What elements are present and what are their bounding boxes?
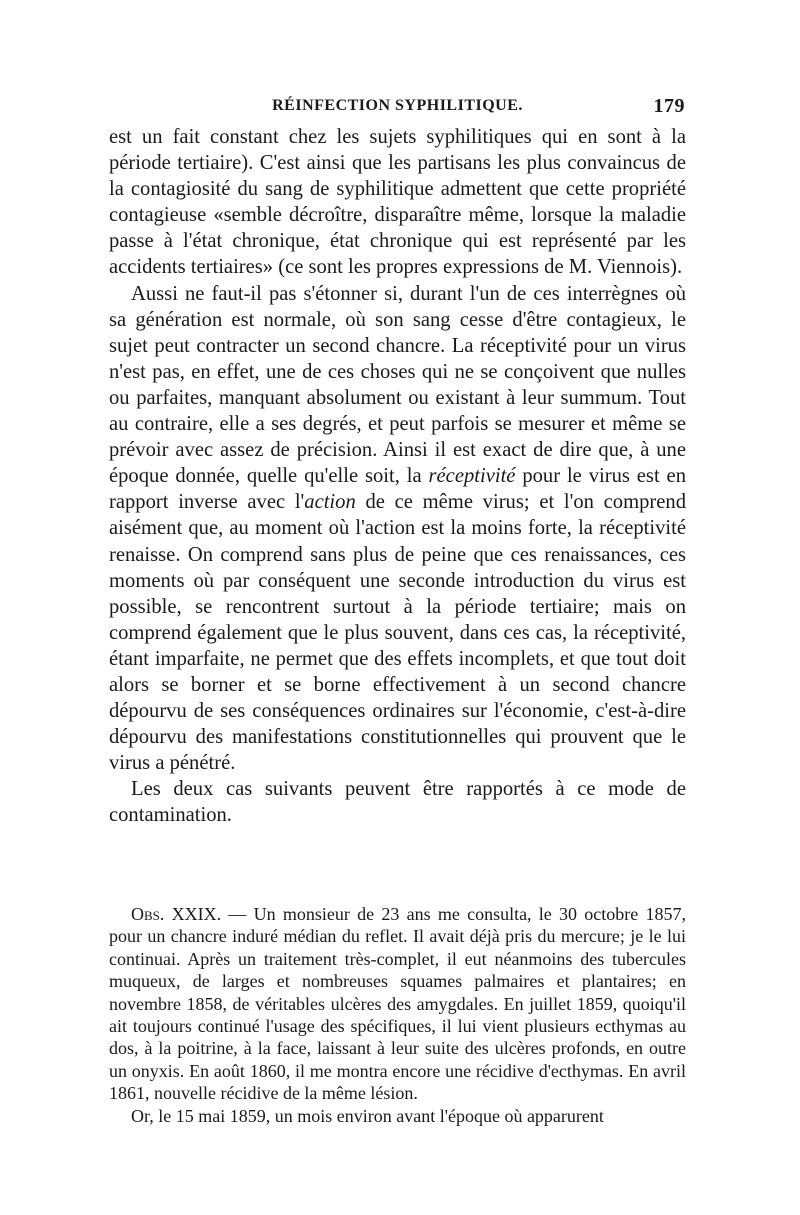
running-header	[110, 97, 685, 123]
emphasis-text: réceptivité	[428, 465, 516, 488]
paragraph-text: Aussi ne faut-il pas s'étonner si, durant l'un de ces interrègnes où sa génération est normale, où son sang cesse d'être contagieux, le sujet peut contracter un second chancre. La réceptivité pour un virus n'est pas, en effet, une de ces choses qui ne se conçoivent que nulles ou parfaites, manquant absolument ou existant à leur summum. Tout au contraire, elle a ses degrés, et peut parfois se mesurer et même se prévoir avec assez de précision. Ainsi il est exact de dire que, à une époque donnée, quelle qu'elle soit, la	[109, 282, 686, 488]
observation-label: Obs.	[131, 904, 165, 924]
paragraph: est un fait constant chez les sujets syphilitiques qui en sont à la période tertiaire). C'est ainsi que les partisans les plus convaincus de la contagiosité du sang de syphilitique admettent que cette propriété contagieuse «semble décroître, disparaître même, lorsque la maladie passe à l'état chronique, état chronique qui est représenté par les accidents tertiaires» (ce sont les propres expressions de M. Viennois).	[109, 126, 686, 279]
observation-next-paragraph: Or, le 15 mai 1859, un mois environ avant l'époque où apparurent	[131, 1105, 604, 1126]
observation-number: XXIX.	[171, 904, 222, 924]
main-text	[109, 124, 686, 829]
paragraph-text: pour le virus est en rapport inverse avec l'	[109, 465, 686, 514]
observation-block	[109, 903, 686, 1127]
paragraph: Les deux cas suivants peuvent être rapportés à ce mode de contamination.	[109, 778, 686, 827]
observation-paragraph	[109, 903, 686, 1105]
observation-text: — Un monsieur de 23 ans me consulta, le 30 octobre 1857, pour un chancre induré médian du reflet. Il avait déjà pris du mercure; je le lui continuai. Après un traitement très-complet, il eut néanmoins des tubercules muqueux, de larges et nombreuses squames palmaires et plantaires; en novembre 1858, de véritables ulcères des amygdales. En juillet 1859, quoiqu'il ait toujours continué l'usage des spécifiques, il lui vient plusieurs ecthymas au dos, à la poitrine, à la face, laissant à leur suite des ulcères profonds, en outre un onyxis. En août 1860, il me montra encore une récidive d'ecthymas. En avril 1861, nouvelle récidive de la même lésion.	[109, 904, 687, 1104]
paragraph-text: de ce même virus; et l'on comprend aisément que, au moment où l'action est la moins forte, la réceptivité renaisse. On comprend sans plus de peine que ces renaissances, ces moments où par conséquent une seconde introduction du virus est possible, se rencontrent surtout à la période tertiaire; mais on comprend également que le plus souvent, dans ces cas, la réceptivité, étant imparfaite, ne permet que des effets incomplets, et que tout doit alors se borner et se borne effectivement à un second chancre dépourvu de ses conséquences ordinaires sur l'économie, c'est-à-dire dépourvu des manifestations constitutionnelles qui prouvent que le virus a pénétré.	[109, 491, 686, 775]
emphasis-text: action	[304, 491, 356, 514]
page-number: 179	[653, 95, 685, 117]
running-title: RÉINFECTION SYPHILITIQUE.	[272, 97, 523, 114]
paragraph	[109, 281, 686, 777]
